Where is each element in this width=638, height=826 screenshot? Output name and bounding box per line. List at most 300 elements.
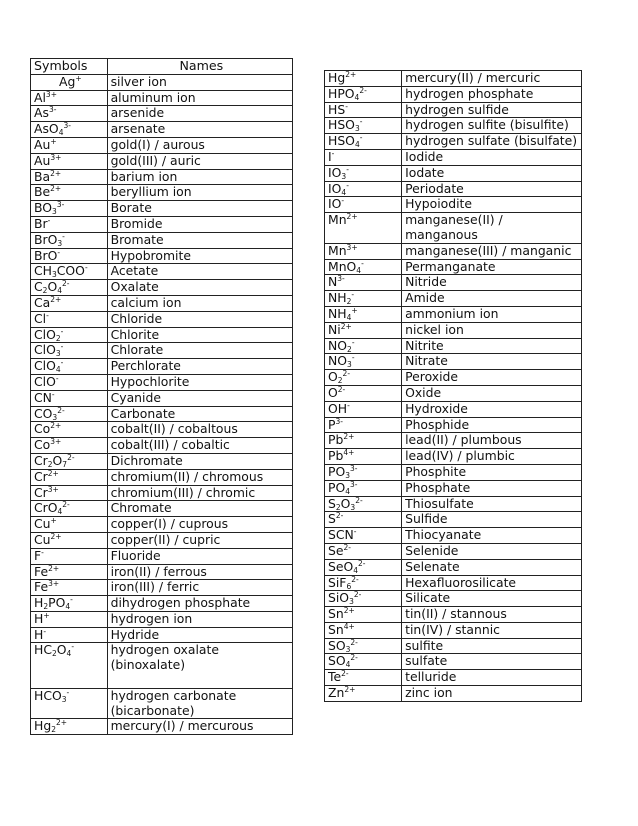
ion-symbol: [325, 306, 402, 322]
table-row: [325, 134, 582, 150]
symbol-text: Te: [328, 669, 342, 685]
ion-name-line: Carbonate: [110, 405, 176, 421]
ion-table-left: [30, 58, 293, 735]
ion-name: [402, 275, 582, 291]
charge-superscript: -: [361, 258, 364, 268]
table-row: [325, 102, 582, 118]
ion-name-line: Cyanide: [110, 389, 161, 405]
charge-superscript: -: [351, 290, 355, 300]
symbol-text: F: [34, 547, 42, 563]
ion-name-line: hydrogen phosphate: [405, 85, 534, 101]
symbol-text: P: [328, 416, 336, 432]
symbol-text: ClO: [34, 342, 56, 358]
ion-name-line: Hypobromite: [110, 247, 191, 263]
ion-name-line: hydrogen sulfite (bisulfite): [405, 117, 569, 133]
ion-symbol: [31, 643, 108, 688]
table-row: [31, 611, 293, 627]
ion-name: [107, 185, 292, 201]
symbol-text: HSO: [328, 133, 355, 149]
table-row: [31, 596, 293, 612]
ion-name: [107, 611, 292, 627]
charge-superscript: -: [62, 231, 65, 241]
ion-name: [402, 575, 582, 591]
table-row: [31, 248, 293, 264]
ion-name: [402, 86, 582, 102]
ion-name-line: barium ion: [110, 168, 178, 184]
ion-symbol: [31, 311, 108, 327]
ion-name-line: copper(I) / cuprous: [110, 516, 229, 532]
charge-superscript: 3+: [50, 152, 62, 162]
ion-name: [107, 343, 292, 359]
ion-name-line: silver ion: [110, 73, 167, 89]
symbol-text: SO: [328, 653, 346, 669]
table-row: [31, 643, 293, 688]
ion-name-line: manganese(III) / manganic: [405, 242, 572, 258]
table-row: [325, 306, 582, 322]
count-subscript: 7: [62, 459, 68, 469]
symbol-text: CO: [34, 405, 53, 421]
symbol-text: Mn: [328, 212, 347, 228]
ion-symbol: [31, 106, 108, 122]
ion-name: [402, 401, 582, 417]
table-row: [31, 627, 293, 643]
count-subscript: 4: [346, 312, 352, 322]
charge-superscript: 2+: [343, 432, 355, 442]
ion-name-line: gold(I) / aurous: [110, 136, 205, 152]
ion-symbol: [31, 453, 108, 469]
symbol-text: O: [328, 384, 338, 400]
charge-superscript: +: [50, 136, 57, 146]
charge-superscript: -: [84, 263, 88, 273]
ion-name: [107, 485, 292, 501]
ion-name: [107, 248, 292, 264]
ion-symbol: [31, 327, 108, 343]
ion-name: [402, 417, 582, 433]
charge-superscript: -: [71, 642, 75, 652]
table-row: [325, 543, 582, 559]
ion-table-left-body: [31, 59, 293, 735]
ion-name-line: Hypoiodite: [405, 196, 473, 212]
table-row: [325, 213, 582, 244]
ion-name-line: gold(III) / auric: [110, 152, 201, 168]
symbol-text: Mn: [328, 242, 347, 258]
table-row: [325, 86, 582, 102]
symbol-text: SeO: [328, 558, 354, 574]
ion-symbol: [325, 543, 402, 559]
ion-symbol: [325, 401, 402, 417]
symbol-text: NH: [328, 305, 347, 321]
charge-superscript: 2-: [351, 574, 359, 584]
table-row: [31, 359, 293, 375]
symbol-text: Ag: [58, 73, 76, 89]
ion-name: [107, 501, 292, 517]
symbol-text: SiO: [328, 590, 350, 606]
ion-symbol: [325, 417, 402, 433]
ion-name-line: hydrogen ion: [110, 610, 193, 626]
ion-name: [107, 627, 292, 643]
ion-symbol: [325, 512, 402, 528]
ion-symbol: [31, 295, 108, 311]
ion-name-line: Nitrite: [405, 337, 444, 353]
ion-name: [402, 165, 582, 181]
ion-symbol: [31, 548, 108, 564]
charge-superscript: 2+: [344, 685, 356, 695]
symbol-text: BrO: [34, 231, 58, 247]
ion-name: [402, 480, 582, 496]
table-row: [31, 169, 293, 185]
ion-name: [402, 433, 582, 449]
symbol-text: Ba: [34, 168, 51, 184]
table-row: [325, 354, 582, 370]
symbol-text: SO: [328, 637, 346, 653]
ion-name-line: Dichromate: [110, 452, 183, 468]
table-row: [325, 165, 582, 181]
ion-symbol: [325, 149, 402, 165]
ion-name: [107, 264, 292, 280]
count-subscript: 4: [354, 92, 360, 102]
count-subscript: 2: [47, 459, 53, 469]
ion-symbol: [325, 638, 402, 654]
ion-symbol: [325, 291, 402, 307]
count-subscript: 4: [345, 486, 351, 496]
table-row: [31, 374, 293, 390]
ion-symbol: [31, 564, 108, 580]
ion-name-line: Peroxide: [405, 369, 459, 385]
ion-name: [402, 496, 582, 512]
table-row: [31, 438, 293, 454]
charge-superscript: 3-: [56, 200, 65, 210]
ion-symbol: [325, 622, 402, 638]
ion-name: [402, 686, 582, 702]
symbol-text: Au: [34, 136, 51, 152]
charge-superscript: 2+: [50, 531, 62, 541]
ion-symbol: [31, 248, 108, 264]
count-subscript: 4: [66, 649, 72, 659]
ion-name-line: nickel ion: [405, 321, 464, 337]
table-row: [325, 71, 582, 87]
ion-symbol: [325, 433, 402, 449]
charge-superscript: -: [43, 626, 47, 636]
charge-superscript: 2-: [62, 500, 70, 510]
table-row: [31, 501, 293, 517]
table-row: [325, 686, 582, 702]
ion-name: [402, 259, 582, 275]
symbol-text: C: [34, 279, 43, 295]
ion-name: [107, 596, 292, 612]
count-subscript: 3: [347, 360, 352, 370]
charge-superscript: 2+: [50, 184, 62, 194]
table-row: [325, 401, 582, 417]
ion-name-line: (bicarbonate): [110, 702, 195, 718]
count-subscript: 3: [345, 470, 351, 480]
symbol-text: MnO: [328, 258, 357, 274]
charge-superscript: +: [50, 516, 57, 526]
ion-name: [107, 453, 292, 469]
ion-name: [402, 543, 582, 559]
table-row: [31, 264, 293, 280]
charge-superscript: +: [75, 73, 82, 83]
ion-symbol: [31, 688, 108, 719]
table-row: [325, 197, 582, 213]
ion-name: [402, 149, 582, 165]
charge-superscript: 2+: [345, 70, 357, 79]
ion-name-line: mercury(II) / mercuric: [405, 70, 541, 85]
table-row: [31, 390, 293, 406]
count-subscript: 4: [345, 660, 351, 670]
symbol-text: HS: [328, 101, 346, 117]
ion-name-line: Oxide: [405, 384, 442, 400]
charge-superscript: -: [353, 527, 357, 537]
ion-symbol: [31, 374, 108, 390]
ion-name: [402, 370, 582, 386]
ion-name-line: arsenate: [110, 121, 166, 137]
table-row: [31, 327, 293, 343]
ion-name-line: cobalt(II) / cobaltous: [110, 421, 238, 437]
ion-symbol: [31, 201, 108, 217]
table-row: [325, 149, 582, 165]
symbol-text: Cr: [34, 468, 48, 484]
ion-symbol: [325, 134, 402, 150]
table-row: [325, 338, 582, 354]
ion-name-line: copper(II) / cupric: [110, 531, 221, 547]
charge-superscript: -: [359, 133, 363, 143]
symbol-text: H: [34, 626, 44, 642]
ion-name-line: Bromate: [110, 231, 164, 247]
ion-symbol: [31, 485, 108, 501]
charge-superscript: 3+: [50, 437, 62, 447]
table-row: [325, 322, 582, 338]
symbol-text: S: [328, 495, 336, 511]
symbol-text: Be: [34, 184, 51, 200]
ion-name-line: iron(III) / ferric: [110, 579, 200, 595]
ion-name-line: chromium(II) / chromous: [110, 468, 264, 484]
count-subscript: 3: [52, 412, 58, 422]
ion-name-line: Hydride: [110, 626, 160, 642]
symbol-text: HC: [34, 642, 52, 658]
ion-name-line: telluride: [405, 669, 457, 685]
symbol-text: H: [34, 595, 44, 611]
charge-superscript: 2-: [358, 558, 366, 568]
charge-superscript: +: [43, 610, 50, 620]
charge-superscript: -: [51, 389, 55, 399]
symbol-text: COO: [56, 263, 85, 279]
ion-name-line: Nitride: [405, 274, 447, 290]
charge-superscript: -: [60, 342, 64, 352]
table-row: [325, 291, 582, 307]
symbol-text: I: [328, 148, 332, 164]
ion-name: [402, 670, 582, 686]
ion-name: [402, 607, 582, 623]
charge-superscript: 3+: [45, 89, 57, 99]
ion-symbol: [325, 181, 402, 197]
ion-name: [107, 137, 292, 153]
ion-symbol: [325, 165, 402, 181]
table-row: [31, 122, 293, 138]
ion-symbol: [31, 169, 108, 185]
count-subscript: 4: [58, 128, 64, 138]
ion-name-line: Perchlorate: [110, 358, 181, 374]
ion-name-line: sulfite: [405, 637, 444, 653]
symbol-text: IO: [328, 180, 342, 196]
symbol-text: O: [328, 369, 338, 385]
charge-superscript: -: [359, 117, 363, 127]
symbol-text: NH: [328, 290, 347, 306]
ion-name: [107, 106, 292, 122]
ion-name: [107, 201, 292, 217]
charge-superscript: 3+: [48, 579, 60, 589]
ion-name: [107, 390, 292, 406]
count-subscript: 2: [337, 376, 343, 386]
table-row: [31, 153, 293, 169]
ion-name: [402, 102, 582, 118]
ion-name-line: Borate: [110, 200, 152, 216]
ion-name-line: Permanganate: [405, 258, 496, 274]
table-row: [31, 517, 293, 533]
symbol-text: Hg: [34, 718, 52, 734]
ion-symbol: [325, 259, 402, 275]
ion-symbol: [31, 137, 108, 153]
charge-superscript: 3+: [346, 242, 358, 252]
ion-name-line: Silicate: [405, 590, 451, 606]
ion-symbol: [31, 153, 108, 169]
ion-name: [402, 449, 582, 465]
ion-name-line: lead(IV) / plumbic: [405, 448, 515, 464]
ion-name-line: hydrogen sulfide: [405, 101, 509, 117]
ion-name: [402, 322, 582, 338]
symbol-text: O: [340, 495, 351, 511]
ion-name: [402, 306, 582, 322]
count-subscript: 2: [43, 602, 49, 612]
ion-symbol: [325, 496, 402, 512]
charge-superscript: -: [46, 310, 49, 320]
ion-symbol: [31, 232, 108, 248]
ion-name: [402, 622, 582, 638]
count-subscript: 3: [354, 124, 360, 134]
symbol-text: OH: [328, 400, 348, 416]
charge-superscript: 2-: [337, 384, 346, 394]
ion-name: [107, 374, 292, 390]
symbol-text: N: [328, 274, 338, 290]
ion-name-line: Chloride: [110, 310, 163, 326]
symbol-text: Pb: [328, 448, 344, 464]
symbol-text: Cl: [34, 310, 47, 326]
symbol-text: O: [56, 642, 67, 658]
ion-symbol: [31, 422, 108, 438]
ion-name: [402, 197, 582, 213]
symbol-text: Sn: [328, 621, 344, 637]
table-row: [325, 417, 582, 433]
table-row: [31, 688, 293, 719]
ion-name-line: chromium(III) / chromic: [110, 484, 256, 500]
ion-name-line: Phosphide: [405, 416, 470, 432]
charge-superscript: 2-: [355, 495, 363, 505]
ion-symbol: [325, 86, 402, 102]
ion-name-line: Chromate: [110, 500, 172, 516]
ion-symbol: [31, 74, 108, 90]
charge-superscript: -: [341, 196, 345, 206]
ion-name-line: Iodate: [405, 164, 445, 180]
symbol-text: Se: [328, 542, 344, 558]
symbol-text: Co: [34, 437, 51, 453]
symbol-text: CH: [34, 263, 52, 279]
charge-superscript: 3-: [337, 274, 345, 284]
symbol-text: S: [328, 511, 336, 527]
ion-name-line: Iodide: [405, 148, 444, 164]
charge-superscript: 2+: [48, 563, 60, 573]
cell-spacer: [111, 673, 292, 688]
symbol-text: O: [47, 279, 58, 295]
charge-superscript: 2-: [350, 653, 358, 663]
ion-symbol: [31, 390, 108, 406]
table-row: [31, 485, 293, 501]
ion-symbol: [31, 122, 108, 138]
ion-symbol: [31, 438, 108, 454]
charge-superscript: 2+: [50, 421, 62, 431]
ion-symbol: [325, 275, 402, 291]
ion-name-line: cobalt(III) / cobaltic: [110, 437, 230, 453]
ion-symbol: [325, 528, 402, 544]
table-row: [31, 280, 293, 296]
ion-symbol: [325, 480, 402, 496]
charge-superscript: -: [70, 595, 73, 605]
ion-name: [107, 232, 292, 248]
symbol-text: PO: [328, 479, 346, 495]
table-row: [31, 295, 293, 311]
ion-name-line: Phosphate: [405, 479, 471, 495]
table-row: [31, 343, 293, 359]
table-row: [31, 406, 293, 422]
count-subscript: 3: [341, 171, 347, 181]
ion-symbol: [325, 322, 402, 338]
symbol-text: Fe: [34, 579, 49, 595]
charge-superscript: 2-: [335, 511, 344, 521]
table-row: [325, 464, 582, 480]
symbol-text: HPO: [328, 85, 355, 101]
symbol-text: Co: [34, 421, 51, 437]
ion-symbol: [31, 90, 108, 106]
ion-name: [107, 74, 292, 90]
ion-name-line: arsenide: [110, 105, 165, 121]
symbol-text: Zn: [328, 685, 345, 701]
table-header-row: [31, 59, 293, 75]
charge-superscript: 3-: [63, 121, 71, 131]
ion-name-line: dihydrogen phosphate: [110, 595, 251, 611]
symbol-text: NO: [328, 353, 348, 369]
charge-superscript: 2+: [50, 294, 62, 304]
ion-symbol: [325, 654, 402, 670]
charge-superscript: 2+: [343, 606, 355, 616]
ion-symbol: [325, 686, 402, 702]
ion-name: [107, 90, 292, 106]
count-subscript: 4: [57, 286, 62, 296]
ion-name-line: Thiocyanate: [405, 527, 482, 543]
symbol-text: O: [52, 452, 63, 468]
charge-superscript: -: [66, 687, 70, 697]
charge-superscript: 2-: [353, 590, 362, 600]
charge-superscript: -: [331, 148, 335, 158]
charge-superscript: -: [347, 400, 350, 410]
table-row: [31, 548, 293, 564]
charge-superscript: -: [41, 547, 44, 557]
symbol-text: Al: [34, 89, 46, 105]
ion-symbol: [325, 385, 402, 401]
table-row: [325, 670, 582, 686]
ion-name: [402, 291, 582, 307]
ion-name: [107, 169, 292, 185]
symbol-text: PO: [328, 463, 346, 479]
symbol-text: Fe: [34, 563, 49, 579]
charge-superscript: -: [57, 247, 61, 257]
